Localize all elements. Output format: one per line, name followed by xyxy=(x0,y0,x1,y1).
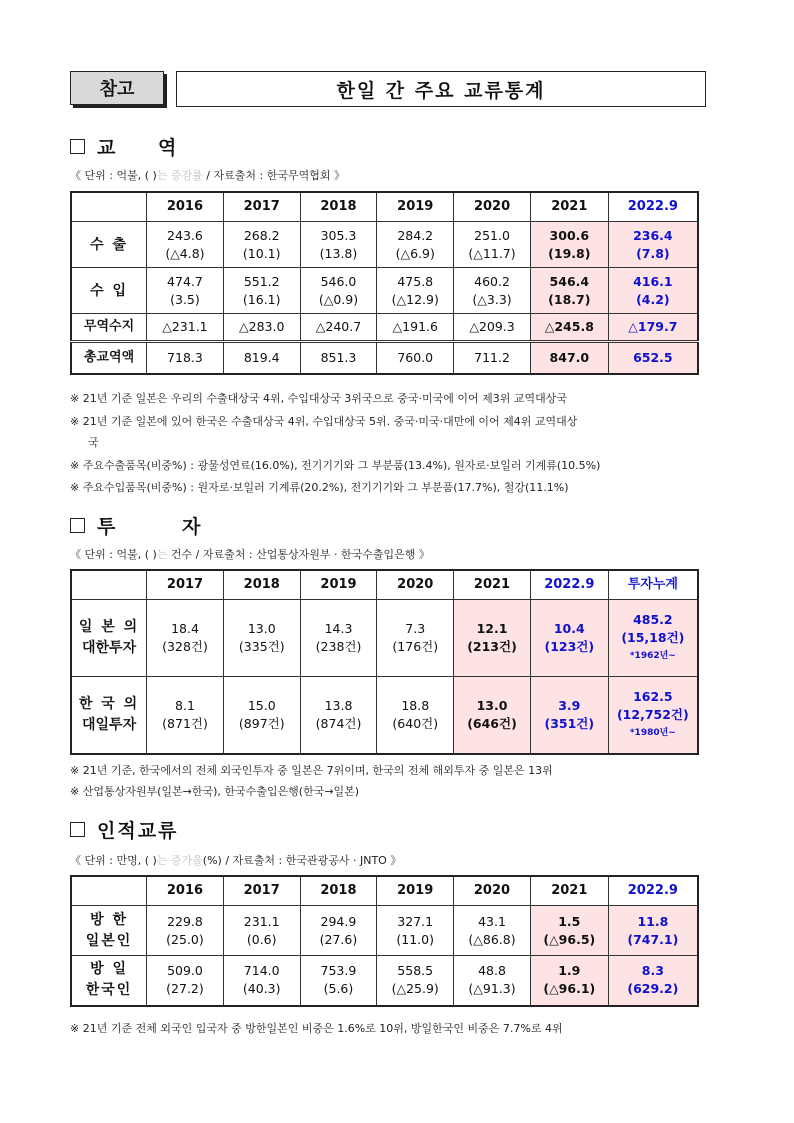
year-header: 2018 xyxy=(300,192,377,222)
year-header: 2018 xyxy=(223,570,300,600)
year-header: 2021 xyxy=(530,876,608,906)
row-label: 한 국 의 대일투자 xyxy=(71,677,147,754)
kr-invest-row xyxy=(71,677,698,754)
trade-note: 국 xyxy=(88,436,99,449)
table-cell: 229.8 (25.0) xyxy=(147,906,224,956)
year-header: 2021 xyxy=(454,570,531,600)
balance-row xyxy=(71,314,698,342)
table-cell: 236.4 (7.8) xyxy=(608,222,698,268)
jp-visitors-row xyxy=(71,906,698,956)
table-cell: 8.1 (871건) xyxy=(147,677,224,754)
table-cell: 243.6 (△4.8) xyxy=(147,222,224,268)
row-label: 일 본 의 대한투자 xyxy=(71,600,147,677)
year-header: 2020 xyxy=(454,876,531,906)
table-cell: 819.4 xyxy=(223,342,300,374)
table-cell: 162.5 (12,752건) *1980년~ xyxy=(608,677,698,754)
table-cell: 718.3 xyxy=(147,342,224,374)
invest-table xyxy=(70,569,699,755)
table-cell: 546.0 (△0.9) xyxy=(300,268,377,314)
table-cell: 294.9 (27.6) xyxy=(300,906,377,956)
table-cell: 509.0 (27.2) xyxy=(147,956,224,1006)
table-cell: 652.5 xyxy=(608,342,698,374)
checkbox-square-icon xyxy=(70,518,85,533)
table-cell: △191.6 xyxy=(377,314,454,342)
section-people-title: 인적교류 xyxy=(70,816,178,843)
table-cell: 231.1 (0.6) xyxy=(223,906,300,956)
table-cell: △283.0 xyxy=(223,314,300,342)
table-cell: 474.7 (3.5) xyxy=(147,268,224,314)
table-cell: 551.2 (16.1) xyxy=(223,268,300,314)
trade-table xyxy=(70,191,699,375)
year-header: 2016 xyxy=(147,192,224,222)
invest-unit-note: 《 단위 : 억불, ( )는 건수 / 자료출처 : 산업통상자원부 · 한국수출입은행 》 xyxy=(70,548,430,561)
table-cell: 760.0 xyxy=(377,342,454,374)
table-cell: 714.0 (40.3) xyxy=(223,956,300,1006)
table-cell: 43.1 (△86.8) xyxy=(454,906,531,956)
table-cell: 327.1 (11.0) xyxy=(377,906,454,956)
section-invest-title: 투 자 xyxy=(70,512,230,539)
year-header: 2019 xyxy=(300,570,377,600)
cumulative-header: 투자누계 xyxy=(608,570,698,600)
table-cell: 14.3 (238건) xyxy=(300,600,377,677)
row-label: 수 입 xyxy=(71,268,147,314)
invest-note: ※ 산업통상자원부(일본→한국), 한국수출입은행(한국→일본) xyxy=(70,785,360,798)
year-header: 2018 xyxy=(300,876,377,906)
corner-cell xyxy=(71,192,147,222)
people-unit-note: 《 단위 : 만명, ( )는 증가율(%) / 자료출처 : 한국관광공사 · JNTO 》 xyxy=(70,854,402,867)
table-cell: 12.1 (213건) xyxy=(454,600,531,677)
table-cell: 18.8 (640건) xyxy=(377,677,454,754)
reference-label: 참고 xyxy=(70,71,164,105)
jp-invest-row xyxy=(71,600,698,677)
table-cell: 1.9 (△96.1) xyxy=(530,956,608,1006)
table-cell: 10.4 (123건) xyxy=(530,600,608,677)
year-header: 2016 xyxy=(147,876,224,906)
people-table xyxy=(70,875,699,1007)
row-label: 총교역액 xyxy=(71,342,147,374)
kr-visitors-row xyxy=(71,956,698,1006)
year-header: 2020 xyxy=(377,570,454,600)
table-cell: 753.9 (5.6) xyxy=(300,956,377,1006)
table-cell: 18.4 (328건) xyxy=(147,600,224,677)
table-cell: 13.8 (874건) xyxy=(300,677,377,754)
people-note: ※ 21년 기준 전체 외국인 입국자 중 방한일본인 비중은 1.6%로 10위, 방일한국인 비중은 7.7%로 4위 xyxy=(70,1022,563,1035)
table-cell: 546.4 (18.7) xyxy=(530,268,608,314)
year-header: 2017 xyxy=(223,876,300,906)
trade-note: ※ 21년 기준 일본은 우리의 수출대상국 4위, 수입대상국 3위국으로 중국·미국에 이어 제3위 교역대상국 xyxy=(70,392,567,405)
row-label: 무역수지 xyxy=(71,314,147,342)
export-row xyxy=(71,222,698,268)
table-cell: 305.3 (13.8) xyxy=(300,222,377,268)
year-header: 2022.9 xyxy=(608,192,698,222)
year-header: 2019 xyxy=(377,192,454,222)
corner-cell xyxy=(71,876,147,906)
year-header: 2021 xyxy=(530,192,608,222)
invest-note: ※ 21년 기준, 한국에서의 전체 외국인투자 중 일본은 7위이며, 한국의 전체 해외투자 중 일본은 13위 xyxy=(70,764,553,777)
total-row xyxy=(71,342,698,374)
trade-header-row xyxy=(71,192,698,222)
page-title: 한일 간 주요 교류통계 xyxy=(176,71,706,107)
table-cell: 416.1 (4.2) xyxy=(608,268,698,314)
table-cell: 711.2 xyxy=(454,342,531,374)
row-label: 방 일 한국인 xyxy=(71,956,147,1006)
checkbox-square-icon xyxy=(70,139,85,154)
table-cell: 284.2 (△6.9) xyxy=(377,222,454,268)
row-label: 수 출 xyxy=(71,222,147,268)
table-cell: 300.6 (19.8) xyxy=(530,222,608,268)
year-header: 2020 xyxy=(454,192,531,222)
invest-header-row xyxy=(71,570,698,600)
table-cell: △240.7 xyxy=(300,314,377,342)
row-label: 방 한 일본인 xyxy=(71,906,147,956)
year-header: 2022.9 xyxy=(530,570,608,600)
trade-note: ※ 주요수출품목(비중%) : 광물성연료(16.0%), 전기기기와 그 부분품(13.4%), 원자로·보일러 기계류(10.5%) xyxy=(70,459,601,472)
table-cell: 11.8 (747.1) xyxy=(608,906,698,956)
table-cell: △231.1 xyxy=(147,314,224,342)
table-cell: 460.2 (△3.3) xyxy=(454,268,531,314)
table-cell: 7.3 (176건) xyxy=(377,600,454,677)
table-cell: △209.3 xyxy=(454,314,531,342)
table-cell: 13.0 (335건) xyxy=(223,600,300,677)
table-cell: 558.5 (△25.9) xyxy=(377,956,454,1006)
table-cell: 1.5 (△96.5) xyxy=(530,906,608,956)
table-cell: 48.8 (△91.3) xyxy=(454,956,531,1006)
people-header-row xyxy=(71,876,698,906)
table-cell: 3.9 (351건) xyxy=(530,677,608,754)
table-cell: 15.0 (897건) xyxy=(223,677,300,754)
year-header: 2017 xyxy=(223,192,300,222)
year-header: 2022.9 xyxy=(608,876,698,906)
table-cell: 8.3 (629.2) xyxy=(608,956,698,1006)
table-cell: △245.8 xyxy=(530,314,608,342)
table-cell: 485.2 (15,18건) *1962년~ xyxy=(608,600,698,677)
table-cell: △179.7 xyxy=(608,314,698,342)
table-cell: 268.2 (10.1) xyxy=(223,222,300,268)
trade-note: ※ 21년 기준 일본에 있어 한국은 수출대상국 4위, 수입대상국 5위. 중국·미국·대만에 이어 제4위 교역대상 xyxy=(70,415,578,428)
table-cell: 851.3 xyxy=(300,342,377,374)
trade-note: ※ 주요수입품목(비중%) : 원자로·보일러 기계류(20.2%), 전기기기와 그 부분품(17.7%), 철강(11.1%) xyxy=(70,481,569,494)
table-cell: 847.0 xyxy=(530,342,608,374)
table-cell: 251.0 (△11.7) xyxy=(454,222,531,268)
table-cell: 475.8 (△12.9) xyxy=(377,268,454,314)
trade-unit-note: 《 단위 : 억불, ( )는 증감률 / 자료출처 : 한국무역협회 》 xyxy=(70,169,345,182)
checkbox-square-icon xyxy=(70,822,85,837)
section-trade-title: 교 역 xyxy=(70,133,194,160)
year-header: 2019 xyxy=(377,876,454,906)
corner-cell xyxy=(71,570,147,600)
year-header: 2017 xyxy=(147,570,224,600)
table-cell: 13.0 (646건) xyxy=(454,677,531,754)
import-row xyxy=(71,268,698,314)
